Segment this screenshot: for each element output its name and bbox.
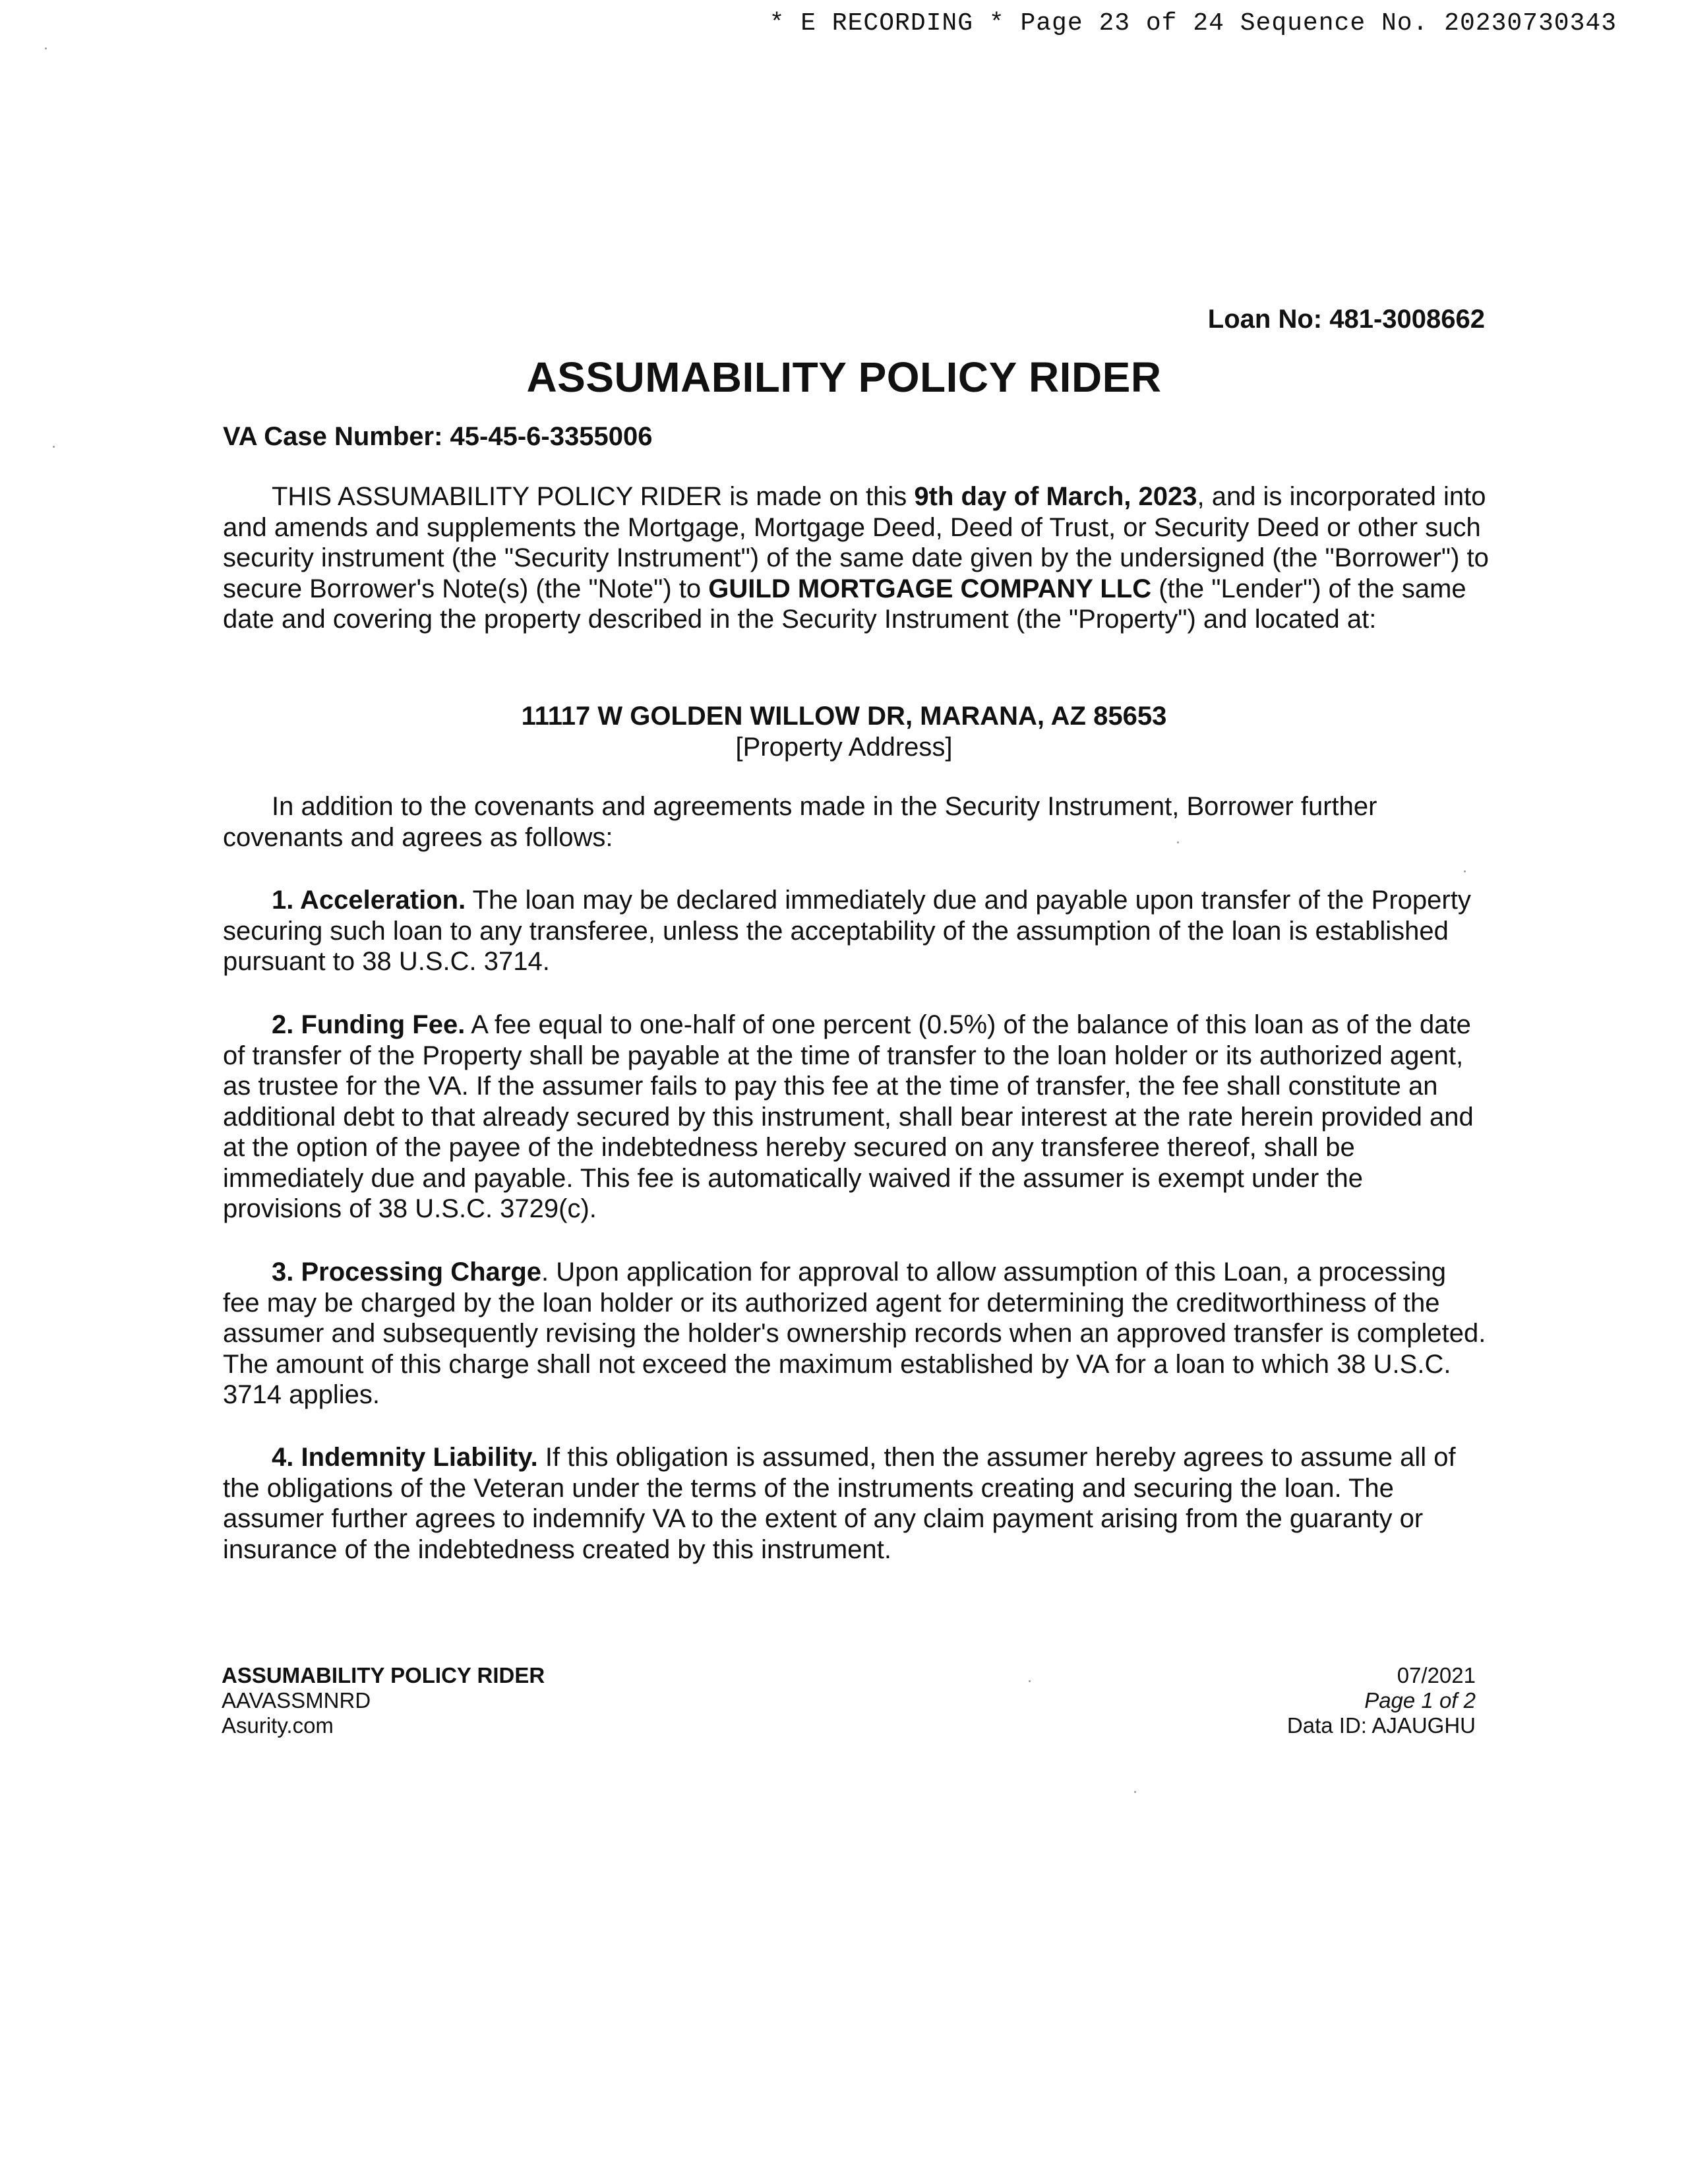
intro-paragraph xyxy=(223,481,1489,635)
scan-speck xyxy=(45,47,47,49)
section-text: A fee equal to one-half of one percent (0.5%) of the balance of this loan as of the date of transfer of the Property shall be payable at the time of transfer to the loan holder or its authorized agent, as trustee for the VA. If the assumer fails to pay this fee at the time of transfer, the fee shall constitute an additional debt to that already secured by this instrument, shall bear interest at the rate herein provided and at the option of the payee of the indebtedness hereby secured on any transferee thereof, shall be immediately due and payable. This fee is automatically waived if the assumer is exempt under the provisions of 38 U.S.C. 3729(c). xyxy=(223,1010,1474,1223)
footer-page-number: Page 1 of 2 xyxy=(1364,1688,1476,1713)
section-heading: 2. Funding Fee. xyxy=(272,1010,466,1039)
scan-speck xyxy=(53,446,55,448)
section-acceleration xyxy=(223,885,1489,977)
property-address-block xyxy=(0,701,1688,762)
footer-form-title: ASSUMABILITY POLICY RIDER xyxy=(222,1663,545,1687)
covenants-text: In addition to the covenants and agreements made in the Security Instrument, Borrower further covenants and agrees as follows: xyxy=(223,792,1377,852)
va-case-number: VA Case Number: 45-45-6-3355006 xyxy=(223,422,653,451)
footer-site: Asurity.com xyxy=(222,1713,334,1738)
section-processing-charge xyxy=(223,1257,1489,1410)
property-address: 11117 W GOLDEN WILLOW DR, MARANA, AZ 85653 xyxy=(521,702,1167,731)
section-text: . Upon application for approval to allow assumption of this Loan, a processing fee may be charged by the loan holder or its authorized agent for determining the creditworthiness of the assumer and subsequently revising the holder's ownership records when an approved transfer is completed. The amount of this charge shall not exceed the maximum established by VA for a loan to which 38 U.S.C. 3714 applies. xyxy=(223,1258,1486,1409)
document-title: ASSUMABILITY POLICY RIDER xyxy=(526,353,1162,401)
scan-speck xyxy=(1134,1791,1136,1793)
section-heading: 3. Processing Charge xyxy=(272,1258,542,1287)
scan-speck xyxy=(1029,1680,1031,1682)
scan-speck xyxy=(1464,870,1466,872)
section-funding-fee xyxy=(223,1010,1489,1225)
covenants-paragraph xyxy=(223,791,1489,853)
property-address-label: [Property Address] xyxy=(735,732,953,762)
section-indemnity-liability xyxy=(223,1442,1489,1565)
footer-left xyxy=(222,1663,545,1738)
intro-text-3: (the "Lender") of the same date and covering the property described in the Security Instrument (the "Property") and located at: xyxy=(223,574,1466,634)
lender-name: GUILD MORTGAGE COMPANY LLC xyxy=(708,574,1152,603)
footer-data-id: Data ID: AJAUGHU xyxy=(1286,1713,1476,1738)
footer-revision: 07/2021 xyxy=(1397,1663,1476,1687)
intro-text-1: THIS ASSUMABILITY POLICY RIDER is made on this xyxy=(272,482,915,511)
rider-date: 9th day of March, 2023 xyxy=(914,482,1197,511)
section-heading: 1. Acceleration. xyxy=(272,886,466,915)
intro-text-2: , and is incorporated into and amends and supplements the Mortgage, Mortgage Deed, Deed of Trust, or Security Deed or other such security instrument (the "Security Instrument") of the same date given by the undersigned (the "Borrower") to secure Borrower's Note(s) (the "Note") to xyxy=(223,482,1489,603)
section-text: The loan may be declared immediately due and payable upon transfer of the Property securing such loan to any transferee, unless the acceptability of the assumption of the loan is established pursuant to 38 U.S.C. 3714. xyxy=(223,886,1471,976)
loan-number: Loan No: 481-3008662 xyxy=(1207,305,1485,334)
footer-form-code: AAVASSMNRD xyxy=(222,1688,371,1713)
section-text: If this obligation is assumed, then the assumer hereby agrees to assume all of the obligations of the Veteran under the terms of the instruments creating and securing the loan. The assumer further agrees to indemnify VA to the extent of any claim payment arising from the guaranty or insurance of the indebtedness created by this instrument. xyxy=(223,1443,1456,1564)
section-heading: 4. Indemnity Liability. xyxy=(272,1443,538,1472)
recording-header: * E RECORDING * Page 23 of 24 Sequence No. 20230730343 xyxy=(769,9,1617,38)
scan-speck xyxy=(1177,841,1179,843)
footer-right xyxy=(1287,1663,1476,1738)
